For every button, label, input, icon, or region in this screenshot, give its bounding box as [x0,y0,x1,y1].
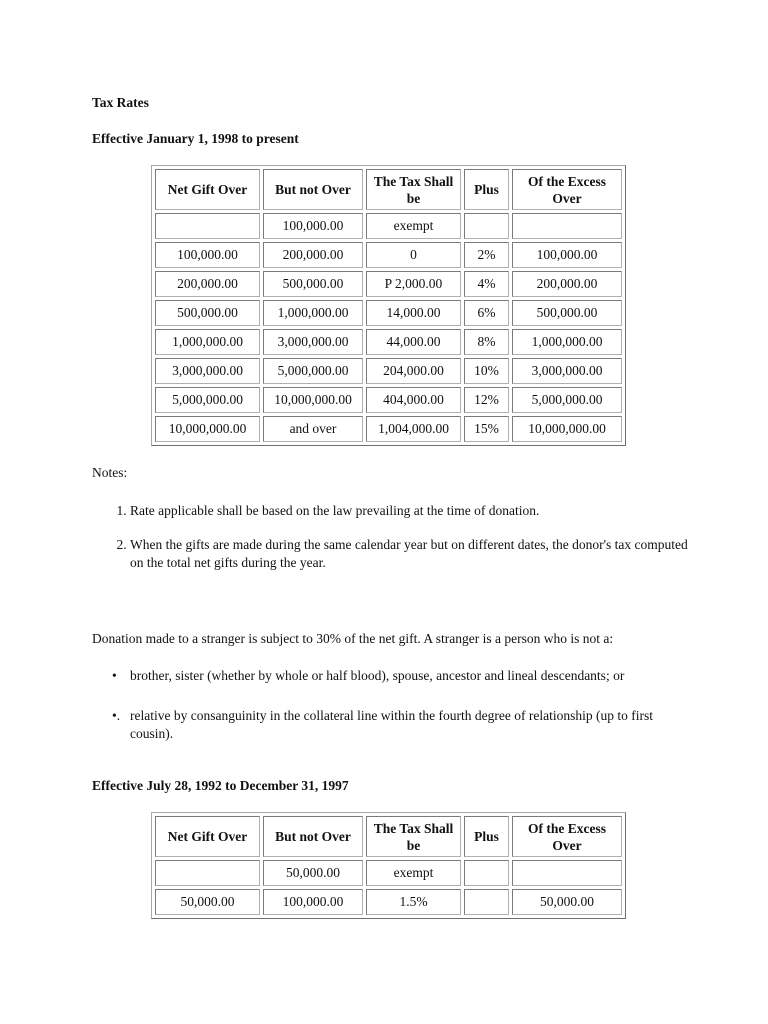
table-cell: 10% [464,358,509,384]
table-cell: 5,000,000.00 [155,387,260,413]
table-cell: 50,000.00 [512,889,622,915]
bullet-icon: •. [112,708,121,723]
column-header-net-gift-over: Net Gift Over [155,816,260,857]
table-row [155,387,622,413]
table-cell: 100,000.00 [263,213,363,239]
table-cell: exempt [366,213,461,239]
table-header-row [155,816,622,857]
table-row [155,300,622,326]
table-cell: 500,000.00 [512,300,622,326]
column-header-plus: Plus [464,816,509,857]
table-cell: 3,000,000.00 [512,358,622,384]
column-header-but-not-over: But not Over [263,816,363,857]
column-header-tax-shall-be: The Tax Shall be [366,169,461,210]
table-cell [155,860,260,886]
table-cell: 100,000.00 [263,889,363,915]
table-cell: 10,000,000.00 [263,387,363,413]
table-cell: 2% [464,242,509,268]
table-cell: 404,000.00 [366,387,461,413]
table-cell: 15% [464,416,509,442]
table-cell: P 2,000.00 [366,271,461,297]
table-cell: 1,000,000.00 [263,300,363,326]
bullet-icon: • [112,668,117,683]
list-item-text: relative by consanguinity in the collateral line within the fourth degree of relationship (up to first cousin). [130,708,653,741]
note-item: 1. Rate applicable shall be based on the law prevailing at the time of donation. [130,502,690,520]
column-header-plus: Plus [464,169,509,210]
table-cell: 100,000.00 [155,242,260,268]
column-header-excess-over: Of the Excess Over [512,169,622,210]
table-cell: 1,000,000.00 [512,329,622,355]
table-cell: 12% [464,387,509,413]
column-header-excess-over: Of the Excess Over [512,816,622,857]
table-cell: 1.5% [366,889,461,915]
table-cell: 8% [464,329,509,355]
table-row [155,329,622,355]
notes-label: Notes: [92,465,128,480]
table-cell: 1,000,000.00 [155,329,260,355]
table-cell: exempt [366,860,461,886]
table-row [155,860,622,886]
section-heading-1998: Effective January 1, 1998 to present [92,131,299,146]
table-cell [512,213,622,239]
table-cell: 200,000.00 [263,242,363,268]
table-cell: 500,000.00 [155,300,260,326]
table-cell: 50,000.00 [155,889,260,915]
table-cell: and over [263,416,363,442]
table-cell [464,213,509,239]
table-row [155,358,622,384]
table-cell: 100,000.00 [512,242,622,268]
table-cell: 3,000,000.00 [263,329,363,355]
notes-list [92,502,690,588]
stranger-paragraph: Donation made to a stranger is subject to 30% of the net gift. A stranger is a person who is not a: [92,631,614,646]
table-cell [464,860,509,886]
list-item [112,707,690,743]
table-cell [512,860,622,886]
table-cell: 5,000,000.00 [263,358,363,384]
table-cell: 10,000,000.00 [155,416,260,442]
table-row [155,271,622,297]
table-cell: 44,000.00 [366,329,461,355]
table-row [155,213,622,239]
table-row [155,889,622,915]
table-cell: 6% [464,300,509,326]
column-header-net-gift-over: Net Gift Over [155,169,260,210]
note-item: 2. When the gifts are made during the same calendar year but on different dates, the donor's tax computed on the total net gifts during the year. [130,536,690,572]
table-row [155,416,622,442]
table-cell: 3,000,000.00 [155,358,260,384]
table-cell: 0 [366,242,461,268]
table-cell: 500,000.00 [263,271,363,297]
table-cell: 200,000.00 [155,271,260,297]
table-cell: 5,000,000.00 [512,387,622,413]
table-cell: 4% [464,271,509,297]
column-header-but-not-over: But not Over [263,169,363,210]
table-header-row [155,169,622,210]
table-cell: 200,000.00 [512,271,622,297]
tax-rate-table-1992 [151,812,626,919]
table-cell: 1,004,000.00 [366,416,461,442]
table-cell: 50,000.00 [263,860,363,886]
tax-rate-table-1998 [151,165,626,446]
list-item-text: brother, sister (whether by whole or half blood), spouse, ancestor and lineal descendants; or [130,668,625,683]
table-cell: 10,000,000.00 [512,416,622,442]
column-header-tax-shall-be: The Tax Shall be [366,816,461,857]
table-cell [464,889,509,915]
list-item [112,667,690,685]
table-cell: 14,000.00 [366,300,461,326]
table-cell [155,213,260,239]
page-title: Tax Rates [92,95,149,110]
section-heading-1992: Effective July 28, 1992 to December 31, 1997 [92,778,349,793]
table-cell: 204,000.00 [366,358,461,384]
table-row [155,242,622,268]
stranger-exclusions-list [92,667,690,765]
